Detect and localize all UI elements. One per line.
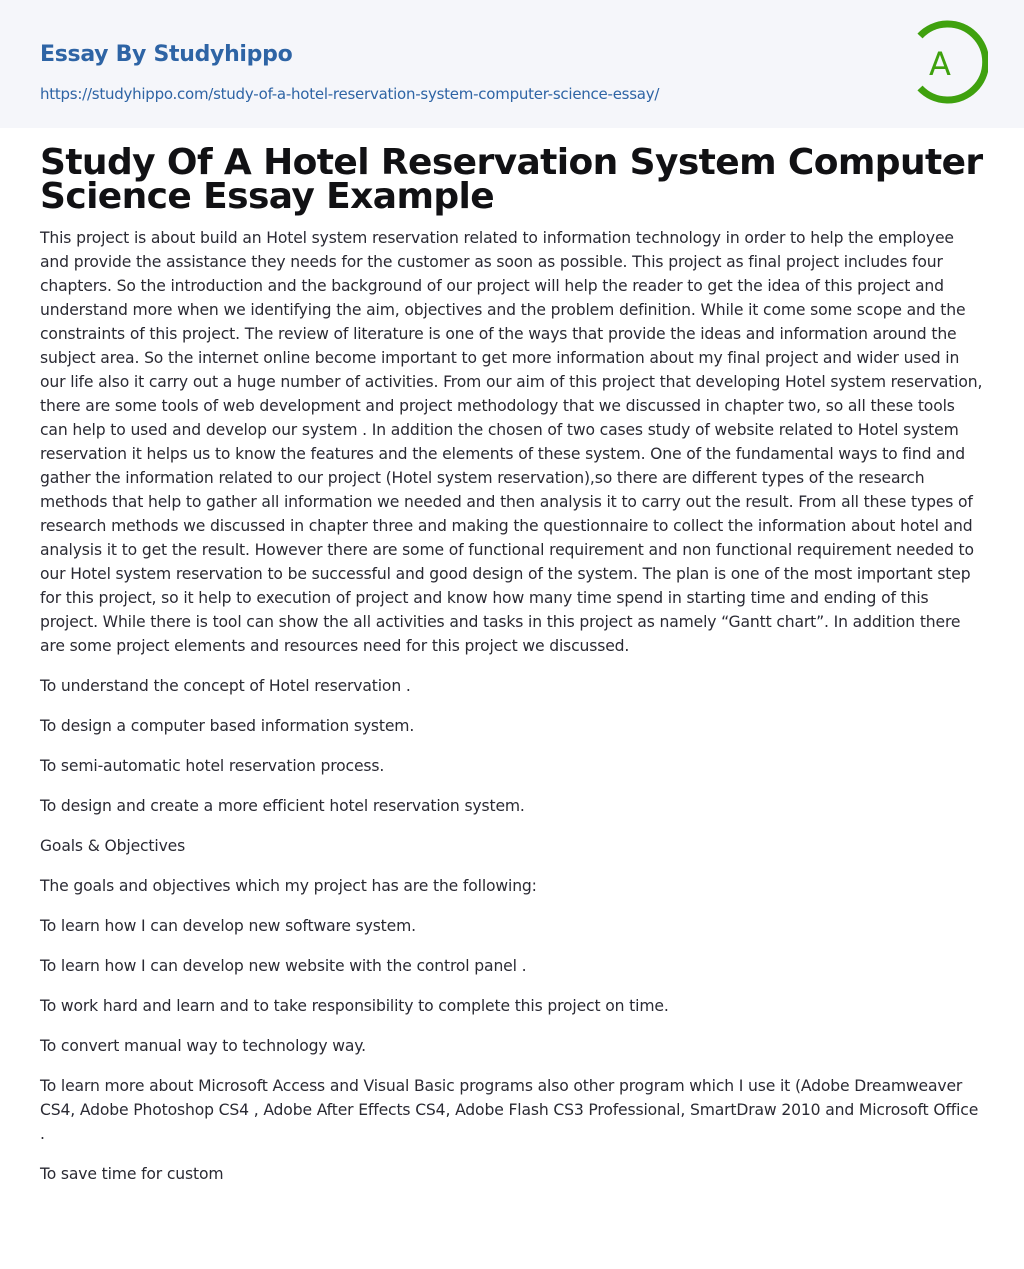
section-heading-goals: Goals & Objectives bbox=[40, 837, 186, 855]
paragraph: To learn how I can develop new website with the control panel . bbox=[40, 957, 527, 975]
paragraph: To design a computer based information system. bbox=[40, 717, 415, 735]
paragraph: The goals and objectives which my project has are the following: bbox=[40, 877, 537, 895]
paragraph: To learn more about Microsoft Access and Visual Basic programs also other program which I use it (Adobe Dreamweaver CS4, Adobe Photoshop CS4 , Adobe After Effects CS4, Adobe Flash CS3 Professional, SmartDraw 2010 and Microsoft Office . bbox=[40, 1077, 979, 1143]
studyhippo-logo-icon[interactable] bbox=[910, 18, 988, 106]
paragraph: To save time for custom bbox=[40, 1165, 224, 1183]
paragraph: To work hard and learn and to take responsibility to complete this project on time. bbox=[40, 997, 669, 1015]
logo-letter: A bbox=[929, 45, 951, 83]
intro-paragraph: This project is about build an Hotel system reservation related to information technology in order to help the employee and provide the assistance they needs for the customer as soon as possible. This project as final project includes four chapters. So the introduction and the background of our project will help the reader to get the idea of this project and understand more when we identifying the aim, objectives and the problem definition. While it come some scope and the constraints of this project. The review of literature is one of the ways that provide the ideas and information around the subject area. So the internet online become important to get more information about my final project and wider used in our life also it carry out a huge number of activities. From our aim of this project that developing Hotel system reservation, there are some tools of web development and project methodology that we discussed in chapter two, so all these tools can help to used and develop our system . In addition the chosen of two cases study of website related to Hotel system reservation it helps us to know the features and the elements of these system. One of the fundamental ways to find and gather the information related to our project (Hotel system reservation),so there are different types of the research methods that help to gather all information we needed and then analysis it to carry out the result. From all these types of research methods we discussed in chapter three and making the questionnaire to collect the information about hotel and analysis it to get the result. However there are some of functional requirement and non functional requirement needed to our Hotel system reservation to be successful and good design of the system. The plan is one of the most important step for this project, so it help to execution of project and know how many time spend in starting time and ending of this project. While there is tool can show the all activities and tasks in this project as namely “Gantt chart”. In addition there are some project elements and resources need for this project we discussed. bbox=[40, 229, 983, 655]
source-url-link[interactable]: https://studyhippo.com/study-of-a-hotel-reservation-system-computer-science-essay/ bbox=[40, 85, 660, 103]
paragraph: To design and create a more efficient hotel reservation system. bbox=[40, 797, 525, 815]
paragraph: To semi-automatic hotel reservation process. bbox=[40, 757, 385, 775]
page-title: Study Of A Hotel Reservation System Computer Science Essay Example bbox=[40, 142, 983, 217]
brand-title: Essay By Studyhippo bbox=[40, 42, 293, 67]
paragraph: To convert manual way to technology way. bbox=[40, 1037, 366, 1055]
site-header bbox=[0, 0, 1024, 128]
paragraph: To learn how I can develop new software system. bbox=[40, 917, 416, 935]
article bbox=[0, 128, 1024, 1186]
paragraph: To understand the concept of Hotel reservation . bbox=[40, 677, 411, 695]
